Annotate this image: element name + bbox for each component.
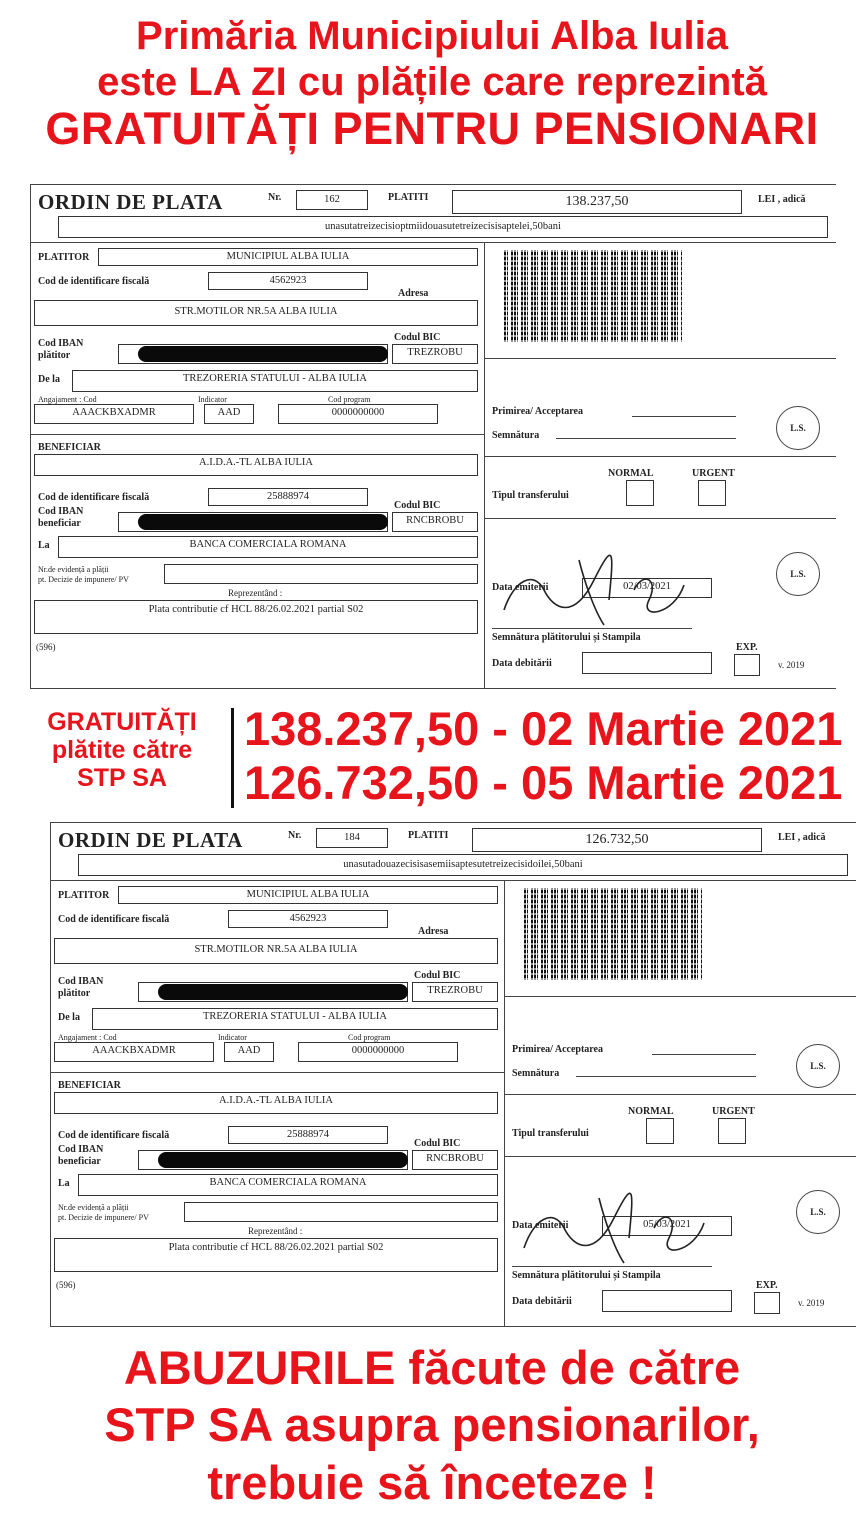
form-label-version: v. 2019: [778, 660, 805, 670]
form-label-tipul: Tipul transferului: [492, 490, 569, 501]
beneficiar-bic: RNCBROBU: [392, 512, 478, 532]
beneficiar-bank: BANCA COMERCIALA ROMANA: [78, 1174, 498, 1196]
barcode-image: [524, 888, 702, 980]
gratuitati-line-3: STP SA: [77, 764, 167, 792]
rule-line: [50, 1326, 856, 1327]
form-label-cod-program: Cod program: [328, 395, 371, 404]
form-label-nr: Nr.: [288, 830, 302, 841]
headline-line-3: GRATUITĂȚI PENTRU PENSIONARI: [45, 103, 819, 154]
redaction-bar: [138, 514, 388, 530]
debit-date: [582, 652, 712, 674]
headline-line-2: [0, 60, 864, 104]
form-label-nr-evidenta-2: pt. Decizie de impunere/ PV: [38, 575, 129, 584]
beneficiar-bic: RNCBROBU: [412, 1150, 498, 1170]
headline-line-2-pre: este: [97, 60, 189, 104]
order-amount-words: unasutatreizecisioptmiidouasutetreizecisisaptelei,50bani: [58, 216, 828, 238]
form-label-nr-evidenta-1: Nr.de evidență a plății: [38, 565, 109, 574]
platitor-address: STR.MOTILOR NR.5A ALBA IULIA: [34, 300, 478, 326]
beneficiar-cif: 25888974: [228, 1126, 388, 1144]
form-label-data-emiterii: Data emiterii: [512, 1220, 569, 1231]
form-label-semnatura-platitor: Semnătura plătitorului și Stampila: [492, 632, 641, 643]
order-amount: 126.732,50: [472, 828, 762, 852]
issue-date: 05/03/2021: [602, 1216, 732, 1236]
platitor-bic: TREZROBU: [392, 344, 478, 364]
form-label-indicator: Indicator: [218, 1033, 247, 1042]
beneficiar-cif: 25888974: [208, 488, 368, 506]
platitor-address: STR.MOTILOR NR.5A ALBA IULIA: [54, 938, 498, 964]
form-label-bic: Codul BIC: [394, 332, 441, 343]
rule-line: [30, 688, 836, 689]
rule-line: [632, 416, 736, 417]
form-label-iban-platitor-2: plătitor: [38, 350, 71, 361]
form-label-beneficiar: BENEFICIAR: [58, 1080, 121, 1091]
ls-seal-2: L.S.: [796, 1190, 840, 1234]
redaction-bar: [158, 984, 408, 1000]
form-label-urgent: URGENT: [712, 1106, 755, 1117]
exp-checkbox: [754, 1292, 780, 1314]
rule-line: [576, 1076, 756, 1077]
rule-line: [504, 996, 856, 997]
beneficiar-bank: BANCA COMERCIALA ROMANA: [58, 536, 478, 558]
indicator-value: AAD: [224, 1042, 274, 1062]
order-amount-words: unasutadouazecisisasemiisaptesutetreizecisidoilei,50bani: [78, 854, 848, 876]
divider: [231, 708, 234, 808]
cod-program-value: 0000000000: [298, 1042, 458, 1062]
issue-date: 02/03/2021: [582, 578, 712, 598]
form-label-adresa: Adresa: [418, 926, 449, 937]
rule-line: [30, 242, 836, 243]
form-label-bic: Codul BIC: [394, 500, 441, 511]
rule-line: [50, 880, 856, 881]
form-label-dela: De la: [38, 374, 60, 385]
form-label-urgent: URGENT: [692, 468, 735, 479]
form-label-reprezentand: Reprezentând :: [228, 588, 283, 598]
gratuitati-line-1: GRATUITĂȚI: [47, 708, 197, 736]
form-label-angajament: Angajament : Cod: [38, 395, 97, 404]
form-label-iban-benef-2: beneficiar: [58, 1156, 101, 1167]
form-label-semnatura: Semnătura: [492, 430, 540, 441]
form-label-bic: Codul BIC: [414, 1138, 461, 1149]
form-element: [524, 1193, 704, 1263]
gratuitati-line-2: plătite către: [51, 736, 193, 764]
form-label-iban-platitor-2: plătitor: [58, 988, 91, 999]
form-label-iban-platitor-1: Cod IBAN: [38, 338, 84, 349]
form-label-beneficiar: BENEFICIAR: [38, 442, 101, 453]
platitor-name: MUNICIPIUL ALBA IULIA: [118, 886, 498, 904]
angajament-code: AAACKBXADMR: [34, 404, 194, 424]
normal-checkbox: [646, 1118, 674, 1144]
angajament-code: AAACKBXADMR: [54, 1042, 214, 1062]
form-label-iban-benef-1: Cod IBAN: [38, 506, 84, 517]
form-label-data-debitarii: Data debitării: [492, 658, 552, 669]
form-label-bic: Codul BIC: [414, 970, 461, 981]
payment-purpose: Plata contributie cf HCL 88/26.02.2021 partial S02: [54, 1238, 498, 1272]
exp-checkbox: [734, 654, 760, 676]
form-label-exp: EXP.: [736, 642, 758, 653]
footer-line-1: ABUZURILE făcute de către: [123, 1341, 741, 1394]
signature: [484, 540, 734, 630]
beneficiar-name: A.I.D.A.-TL ALBA IULIA: [54, 1092, 498, 1114]
headline-line-1: Primăria Municipiului Alba Iulia: [136, 14, 728, 58]
headline-la-zi: LA ZI: [188, 60, 287, 104]
platitor-cif: 4562923: [228, 910, 388, 928]
order-number: 162: [296, 190, 368, 210]
order-number: 184: [316, 828, 388, 848]
form-label-cod-program: Cod program: [348, 1033, 391, 1042]
order-title: ORDIN DE PLATA: [38, 190, 223, 214]
redaction-bar: [158, 1152, 408, 1168]
form-label-platitor: PLATITOR: [38, 252, 90, 263]
rule-line: [50, 822, 856, 823]
platitor-cif: 4562923: [208, 272, 368, 290]
rule-vline: [30, 184, 31, 688]
form-label-platitor: PLATITOR: [58, 890, 110, 901]
form-label-angajament: Angajament : Cod: [58, 1033, 117, 1042]
order-amount: 138.237,50: [452, 190, 742, 214]
payment-summary-2: 126.732,50 - 05 Martie 2021: [244, 756, 843, 809]
cod-program-value: 0000000000: [278, 404, 438, 424]
debit-date: [602, 1290, 732, 1312]
form-label-primirea: Primirea/ Acceptarea: [492, 406, 583, 417]
urgent-checkbox: [698, 480, 726, 506]
ls-seal-1: L.S.: [776, 406, 820, 450]
rule-line: [484, 358, 836, 359]
form-label-nr: Nr.: [268, 192, 282, 203]
form-label-data-debitarii: Data debitării: [512, 1296, 572, 1307]
form-label-iban-benef-2: beneficiar: [38, 518, 81, 529]
form-label-code596: (596): [36, 642, 56, 652]
rule-line: [492, 628, 692, 629]
rule-line: [50, 1072, 504, 1073]
nr-evidenta-field: [184, 1202, 498, 1222]
form-label-la: La: [58, 1178, 70, 1189]
form-label-cif: Cod de identificare fiscală: [38, 276, 150, 287]
payment-order-2: [48, 818, 858, 1328]
platitor-bic: TREZROBU: [412, 982, 498, 1002]
form-element: [504, 555, 684, 625]
nr-evidenta-field: [164, 564, 478, 584]
form-label-iban-platitor-1: Cod IBAN: [58, 976, 104, 987]
form-label-iban-benef-1: Cod IBAN: [58, 1144, 104, 1155]
rule-line: [504, 1094, 856, 1095]
rule-line: [652, 1054, 756, 1055]
rule-line: [484, 518, 836, 519]
form-label-data-emiterii: Data emiterii: [492, 582, 549, 593]
form-label-dela: De la: [58, 1012, 80, 1023]
form-label-reprezentand: Reprezentând :: [248, 1226, 303, 1236]
footer-line-3: trebuie să înceteze !: [207, 1456, 657, 1509]
platitor-from: TREZORERIA STATULUI - ALBA IULIA: [72, 370, 478, 392]
form-label-platiti: PLATITI: [388, 192, 429, 203]
ls-seal-2: L.S.: [776, 552, 820, 596]
form-label-exp: EXP.: [756, 1280, 778, 1291]
form-label-la: La: [38, 540, 50, 551]
indicator-value: AAD: [204, 404, 254, 424]
rule-line: [30, 434, 484, 435]
form-label-cif: Cod de identificare fiscală: [38, 492, 150, 503]
redaction-bar: [138, 346, 388, 362]
form-label-cif: Cod de identificare fiscală: [58, 1130, 170, 1141]
rule-line: [30, 184, 836, 185]
rule-vline: [50, 822, 51, 1326]
payment-order: [28, 180, 838, 690]
form-label-version: v. 2019: [798, 1298, 825, 1308]
form-label-platiti: PLATITI: [408, 830, 449, 841]
form-label-cif: Cod de identificare fiscală: [58, 914, 170, 925]
payment-order-1: [28, 180, 838, 690]
form-label-adresa: Adresa: [398, 288, 429, 299]
footer-line-2: STP SA asupra pensionarilor,: [104, 1398, 760, 1451]
form-label-nr-evidenta-1: Nr.de evidență a plății: [58, 1203, 129, 1212]
form-label-nr-evidenta-2: pt. Decizie de impunere/ PV: [58, 1213, 149, 1222]
payment-purpose: Plata contributie cf HCL 88/26.02.2021 partial S02: [34, 600, 478, 634]
payment-summary-1: 138.237,50 - 02 Martie 2021: [244, 702, 843, 755]
rule-line: [504, 1156, 856, 1157]
form-label-tipul: Tipul transferului: [512, 1128, 589, 1139]
rule-line: [512, 1266, 712, 1267]
payments-summary: [244, 702, 842, 810]
normal-checkbox: [626, 480, 654, 506]
ls-seal-1: L.S.: [796, 1044, 840, 1088]
form-label-indicator: Indicator: [198, 395, 227, 404]
form-label-normal: NORMAL: [628, 1106, 674, 1117]
form-label-code596: (596): [56, 1280, 76, 1290]
urgent-checkbox: [718, 1118, 746, 1144]
form-label-lei: LEI , adică: [778, 832, 826, 843]
form-label-primirea: Primirea/ Acceptarea: [512, 1044, 603, 1055]
form-label-semnatura: Semnătura: [512, 1068, 560, 1079]
rule-line: [556, 438, 736, 439]
payment-order: [48, 818, 858, 1328]
form-label-semnatura-platitor: Semnătura plătitorului și Stampila: [512, 1270, 661, 1281]
platitor-name: MUNICIPIUL ALBA IULIA: [98, 248, 478, 266]
order-title: ORDIN DE PLATA: [58, 828, 243, 852]
headline-line-2-post: cu plățile care reprezintă: [286, 60, 767, 104]
rule-line: [484, 456, 836, 457]
gratuitati-caption: [22, 708, 222, 792]
barcode-image: [504, 250, 682, 342]
beneficiar-name: A.I.D.A.-TL ALBA IULIA: [34, 454, 478, 476]
signature: [504, 1178, 754, 1268]
platitor-from: TREZORERIA STATULUI - ALBA IULIA: [92, 1008, 498, 1030]
form-label-lei: LEI , adică: [758, 194, 806, 205]
form-label-normal: NORMAL: [608, 468, 654, 479]
